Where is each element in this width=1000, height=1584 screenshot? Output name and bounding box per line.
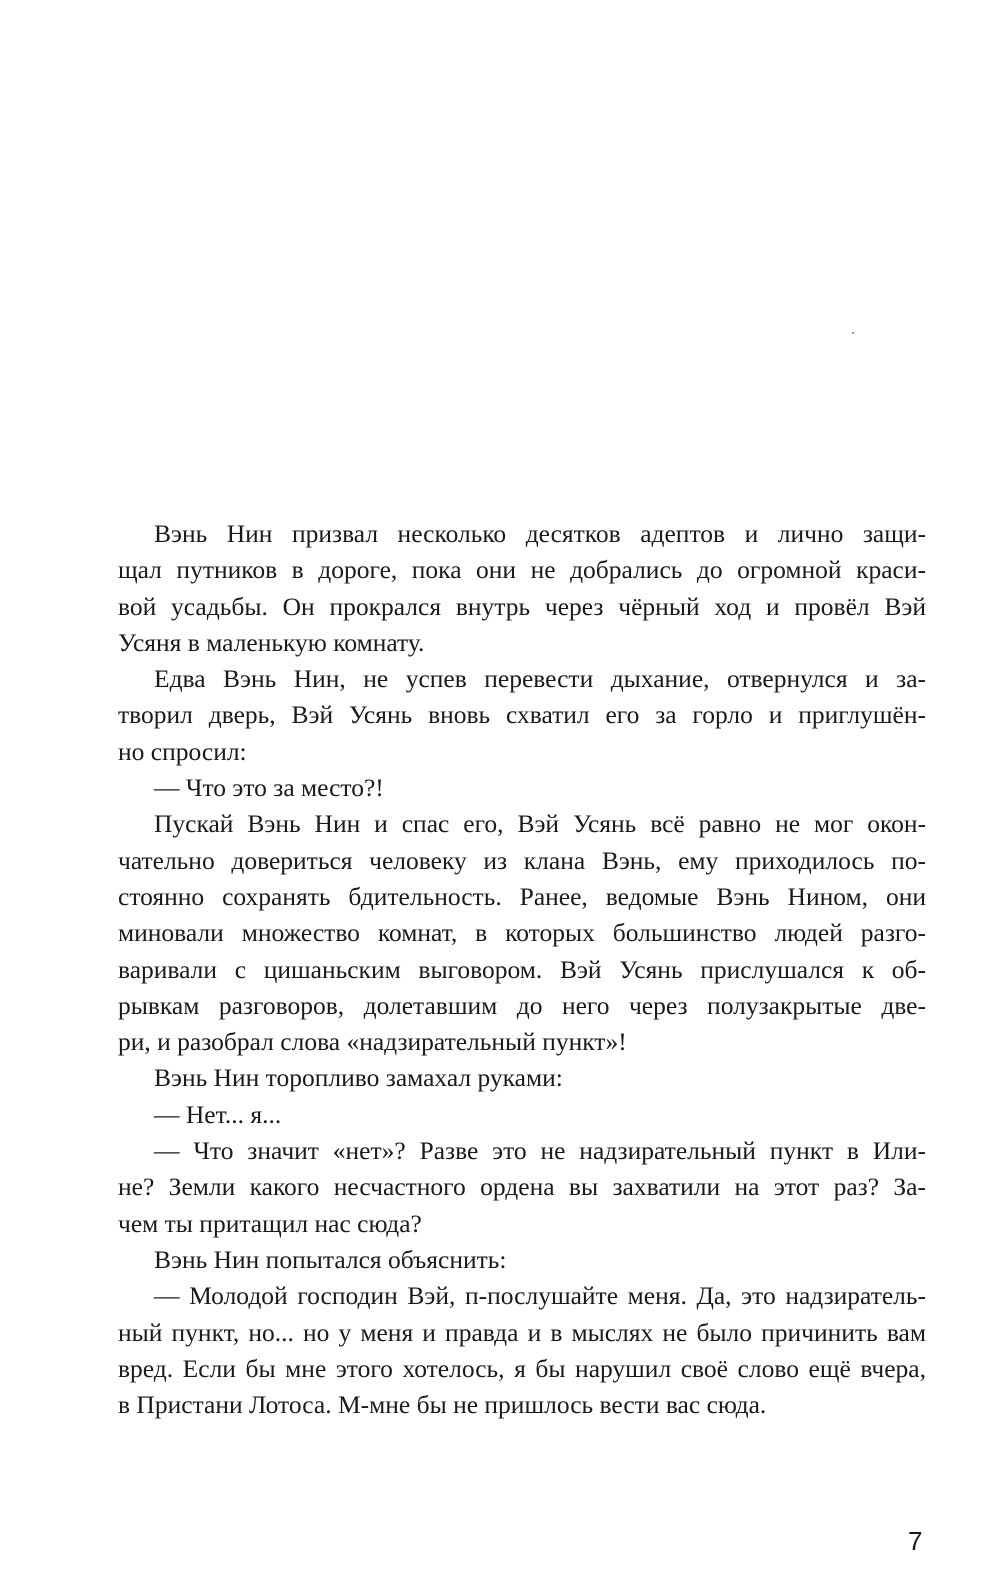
text-line: варивали с цишаньским выговором. Вэй Усянь прислушался к об- xyxy=(118,954,926,984)
paragraph xyxy=(118,1060,926,1096)
text-line: чем ты притащил нас сюда? xyxy=(118,1208,422,1238)
text-line: ри, и разобрал слова «надзирательный пункт»! xyxy=(118,1027,627,1057)
dialogue-line xyxy=(118,1133,926,1242)
text-line: — Что значит «нет»? Разве это не надзирательный пункт в Или- xyxy=(154,1136,926,1166)
page-number: 7 xyxy=(908,1526,923,1556)
text-line: — Нет... я... xyxy=(154,1099,282,1129)
dialogue-line xyxy=(118,1097,926,1133)
dialogue-line xyxy=(118,770,926,806)
text-line: не? Земли какого несчастного ордена вы захватили на этот раз? За- xyxy=(118,1172,926,1202)
text-line: чательно довериться человеку из клана Вэнь, ему приходилось по- xyxy=(118,845,926,875)
text-line: вой усадьбы. Он прокрался внутрь через чёрный ход и провёл Вэй xyxy=(118,591,926,621)
text-line: Пускай Вэнь Нин и спас его, Вэй Усянь всё равно не мог окон- xyxy=(154,809,926,839)
dialogue-line xyxy=(118,1278,926,1423)
text-line: но спросил: xyxy=(118,736,247,766)
text-line: Усяня в маленькую комнату. xyxy=(118,627,425,657)
text-line: миновали множество комнат, в которых большинство людей разго- xyxy=(118,918,926,948)
text-line: в Пристани Лотоса. М-мне бы не пришлось вести вас сюда. xyxy=(118,1390,767,1420)
body-text xyxy=(118,516,926,1423)
print-speck xyxy=(852,332,854,334)
text-line: — Что это за место?! xyxy=(154,773,384,803)
paragraph xyxy=(118,661,926,770)
text-line: рывкам разговоров, долетавшим до него через полузакрытые две- xyxy=(118,990,926,1020)
text-line: вред. Если бы мне этого хотелось, я бы нарушил своё слово ещё вчера, xyxy=(118,1353,926,1383)
paragraph xyxy=(118,516,926,661)
paragraph xyxy=(118,1242,926,1278)
text-line: стоянно сохранять бдительность. Ранее, ведомые Вэнь Нином, они xyxy=(118,881,926,911)
text-line: ный пункт, но... но у меня и правда и в мыслях не было причинить вам xyxy=(118,1317,926,1347)
text-line: Вэнь Нин попытался объяснить: xyxy=(154,1244,507,1274)
text-line: Вэнь Нин призвал несколько десятков адептов и лично защи- xyxy=(154,519,926,548)
text-line: Вэнь Нин торопливо замахал руками: xyxy=(154,1063,563,1093)
text-line: — Молодой господин Вэй, п-послушайте меня. Да, это надзиратель- xyxy=(154,1281,926,1311)
text-line: творил дверь, Вэй Усянь вновь схватил его за горло и приглушён- xyxy=(118,700,926,730)
text-line: Едва Вэнь Нин, не успев перевести дыхание, отвернулся и за- xyxy=(154,664,926,694)
paragraph xyxy=(118,806,926,1060)
text-line: щал путников в дороге, пока они не добрались до огромной краси- xyxy=(118,555,926,585)
